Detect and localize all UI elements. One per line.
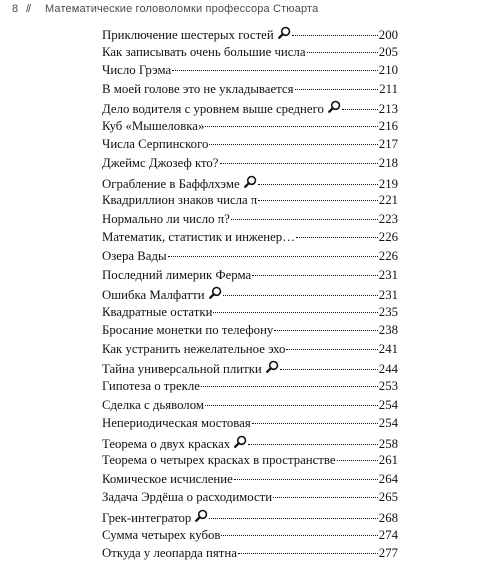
magnifier-icon [234, 435, 247, 448]
entry-page-number: 231 [378, 267, 398, 282]
dot-leader [205, 126, 377, 127]
entry-title: Сделка с дьяволом [102, 397, 204, 412]
dot-leader [234, 479, 378, 480]
dot-leader [273, 497, 378, 498]
entry-title: Грек-интегратор [102, 511, 192, 526]
entry-page-number: 226 [378, 230, 398, 245]
magnifier-icon [209, 286, 222, 299]
dot-leader [296, 237, 378, 238]
entry-title: Теорема о двух красках [102, 436, 231, 451]
entry-page-number: 210 [378, 63, 398, 78]
running-header [0, 0, 500, 20]
dot-leader [295, 89, 379, 90]
dot-leader [307, 52, 378, 53]
toc-entry[interactable] [102, 305, 398, 324]
dot-leader [286, 349, 377, 350]
toc-entry[interactable] [102, 100, 398, 119]
toc-entry[interactable] [102, 82, 398, 101]
entry-title: Тайна универсальной плитки [102, 362, 262, 377]
entry-page-number: 200 [378, 28, 398, 42]
entry-page-number: 235 [378, 304, 398, 319]
entry-page-number: 253 [378, 378, 398, 393]
entry-title: Ограбление в Баффлхэме [102, 176, 240, 191]
entry-title: Бросание монетки по телефону [102, 323, 274, 338]
dot-leader [337, 460, 378, 461]
entry-page-number: 274 [378, 527, 398, 542]
toc-entry[interactable] [102, 212, 398, 231]
toc-entry[interactable] [102, 509, 398, 528]
entry-page-number: 261 [378, 453, 398, 468]
dot-leader [209, 518, 377, 519]
entry-page-number: 277 [378, 546, 398, 561]
entry-title: Теорема о четырех красках в пространстве [102, 453, 336, 468]
toc-entry[interactable] [102, 156, 398, 175]
toc-entry[interactable] [102, 249, 398, 268]
entry-page-number: 211 [379, 81, 398, 96]
toc-entry[interactable] [102, 230, 398, 249]
dot-leader [252, 275, 378, 276]
entry-title: Озера Вады [102, 248, 167, 263]
dot-leader [213, 312, 377, 313]
toc-entry[interactable] [102, 416, 398, 435]
toc-entry[interactable] [102, 472, 398, 491]
dot-leader [342, 109, 378, 110]
dot-leader [231, 219, 378, 220]
entry-page-number: 241 [378, 341, 398, 356]
toc-entry[interactable] [102, 137, 398, 156]
entry-page-number: 205 [378, 44, 398, 59]
entry-page-number: 264 [378, 471, 398, 486]
entry-title: Куб «Мышеловка» [102, 118, 205, 133]
entry-page-number: 231 [378, 288, 398, 303]
entry-title: В моей голове это не укладывается [102, 81, 294, 96]
toc-entry[interactable] [102, 360, 398, 379]
running-title: Математические головоломки профессора Стюарта [45, 3, 319, 15]
magnifier-icon [266, 360, 279, 373]
entry-title: Математик, статистик и инженер… [102, 230, 295, 245]
entry-title: Непериодическая мостовая [102, 416, 251, 431]
table-of-contents [102, 26, 398, 565]
toc-entry[interactable] [102, 286, 398, 305]
entry-page-number: 238 [378, 323, 398, 338]
entry-title: Нормально ли число π? [102, 211, 230, 226]
toc-entry[interactable] [102, 268, 398, 287]
toc-entry[interactable] [102, 119, 398, 138]
magnifier-icon [278, 26, 291, 39]
dot-leader [292, 35, 378, 36]
dot-leader [168, 256, 378, 257]
entry-page-number: 254 [378, 397, 398, 412]
entry-title: Число Грэма [102, 63, 172, 78]
toc-entry[interactable] [102, 379, 398, 398]
entry-title: Последний лимерик Ферма [102, 267, 252, 282]
entry-page-number: 265 [378, 490, 398, 505]
dot-leader [201, 386, 378, 387]
dot-leader [280, 369, 378, 370]
entry-title: Сумма четырех кубов [102, 527, 221, 542]
entry-page-number: 217 [378, 137, 398, 152]
dot-leader [248, 444, 378, 445]
entry-page-number: 219 [378, 176, 398, 191]
dot-leader [220, 163, 378, 164]
entry-title: Ошибка Малфатти [102, 288, 205, 303]
magnifier-icon [195, 509, 208, 522]
entry-title: Откуда у леопарда пятна [102, 546, 237, 561]
entry-page-number: 268 [378, 511, 398, 526]
entry-title: Гипотеза о трекле [102, 378, 200, 393]
entry-page-number: 216 [378, 118, 398, 133]
page-number: 8 [12, 3, 19, 15]
entry-title: Комическое исчисление [102, 471, 233, 486]
toc-entry[interactable] [102, 528, 398, 547]
toc-entry[interactable] [102, 342, 398, 361]
entry-page-number: 223 [378, 211, 398, 226]
dot-leader [258, 184, 378, 185]
magnifier-icon [328, 100, 341, 113]
dot-leader [274, 330, 377, 331]
dot-leader [205, 405, 378, 406]
toc-entry[interactable] [102, 26, 398, 45]
entry-title: Задача Эрдёша о расходимости [102, 490, 273, 505]
entry-page-number: 226 [378, 248, 398, 263]
entry-page-number: 213 [378, 102, 398, 117]
dot-leader [258, 200, 377, 201]
header-separator: // [26, 3, 31, 15]
dot-leader [221, 535, 377, 536]
toc-entry[interactable] [102, 193, 398, 212]
entry-title: Квадратные остатки [102, 304, 213, 319]
toc-entry[interactable] [102, 323, 398, 342]
entry-title: Джеймс Джозеф кто? [102, 156, 219, 171]
entry-page-number: 244 [378, 362, 398, 377]
entry-title: Приключение шестерых гостей [102, 28, 274, 42]
dot-leader [209, 144, 377, 145]
entry-title: Дело водителя с уровнем выше среднего [102, 102, 324, 117]
entry-title: Числа Серпинского [102, 137, 209, 152]
dot-leader [252, 423, 378, 424]
toc-entry[interactable] [102, 453, 398, 472]
dot-leader [223, 295, 378, 296]
magnifier-icon [244, 175, 257, 188]
dot-leader [172, 70, 378, 71]
toc-entry[interactable] [102, 398, 398, 417]
entry-title: Как устранить нежелательное эхо [102, 341, 286, 356]
entry-page-number: 221 [378, 193, 398, 208]
toc-entry[interactable] [102, 63, 398, 82]
entry-title: Как записывать очень большие числа [102, 44, 306, 59]
toc-entry[interactable] [102, 45, 398, 64]
entry-title: Квадриллион знаков числа π [102, 193, 258, 208]
dot-leader [238, 553, 378, 554]
toc-entry[interactable] [102, 175, 398, 194]
entry-page-number: 218 [378, 156, 398, 171]
toc-entry[interactable] [102, 546, 398, 565]
entry-page-number: 258 [378, 436, 398, 451]
toc-entry[interactable] [102, 435, 398, 454]
entry-page-number: 254 [378, 416, 398, 431]
